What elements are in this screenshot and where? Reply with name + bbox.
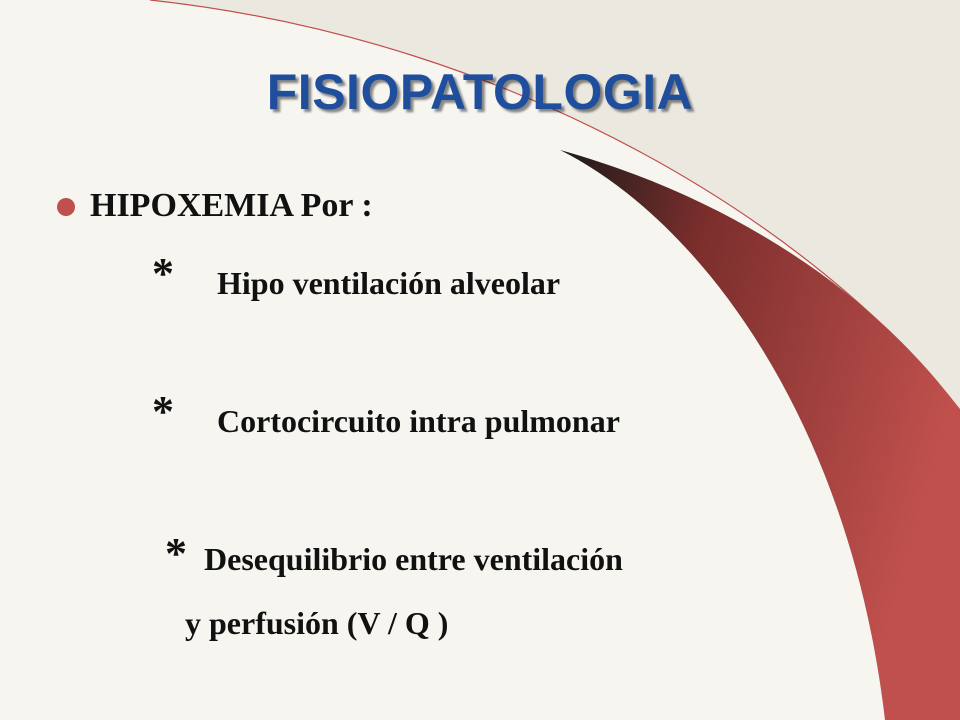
item-marker: * (152, 249, 174, 298)
bullet-dot (57, 198, 75, 216)
list-item: Cortocircuito intra pulmonar (217, 403, 620, 439)
item-marker: * (165, 529, 187, 578)
item-marker: * (152, 387, 174, 436)
list-item-continuation: y perfusión (V / Q ) (185, 605, 449, 641)
list-item: Desequilibrio entre ventilación (204, 541, 623, 577)
slide-title: FISIOPATOLOGIA (266, 64, 694, 120)
list-item: Hipo ventilación alveolar (217, 265, 561, 301)
lead-text: HIPOXEMIA Por : (90, 187, 373, 224)
